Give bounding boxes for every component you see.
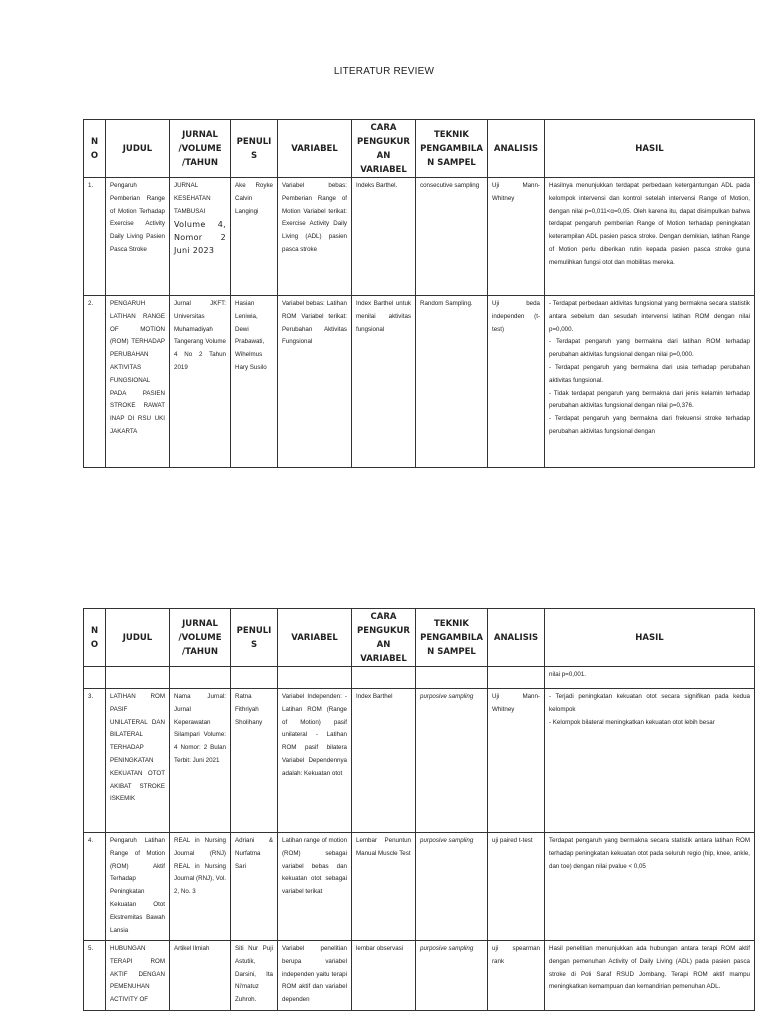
jurnal-name: JURNAL KESEHATAN TAMBUSAI: [174, 182, 211, 215]
table-row: [84, 178, 755, 296]
row-variabel: Variabel bebas: Pemberian Range of Motion Variabel terikat: Exercise Activity Daily Living (ADL) pasien pasca stroke: [278, 178, 352, 296]
row-judul: Pengaruh Pemberian Range of Motion Terhadap Exercise Activity Daily Living Pasien Pasca Stroke: [106, 178, 170, 296]
header-judul: JUDUL: [106, 609, 170, 667]
row-hasil: [545, 178, 755, 296]
row-hasil: [545, 689, 755, 833]
header-row: [84, 609, 755, 667]
row-judul: HUBUNGAN TERAPI ROM AKTIF DENGAN PEMENUHAN ACTIVITY OF: [106, 941, 170, 1011]
header-cara: CARA PENGUKUR AN VARIABEL: [352, 609, 416, 667]
row-judul: PENGARUH LATIHAN RANGE OF MOTION (ROM) TERHADAP PERUBAHAN AKTIVITAS FUNGSIONAL PADA PASIEN STROKE RAWAT INAP DI RSU UKI JAKARTA: [106, 296, 170, 468]
header-row: [84, 120, 755, 178]
row-jurnal: Nama Jurnal: Jurnal Keperawatan Silampari Volume: 4 Nomor: 2 Bulan Terbit: Juni 2021: [170, 689, 231, 833]
hasil-line: Terdapat pengaruh yang bermakna secara statistik antara latihan ROM terhadap peningkatan kekuatan otot pada seluruh regio (hip, knee, ankle, dan toe) dengan nilai pvalue < 0,05: [549, 837, 750, 870]
header-hasil: HASIL: [545, 120, 755, 178]
row-analisis: Uji Mann-Whitney: [488, 178, 545, 296]
hasil-line: - Terdapat pengaruh yang bermakna dari usia terhadap perubahan aktivitas fungsional.: [549, 363, 750, 384]
row-no: 3.: [84, 689, 106, 833]
header-variabel: VARIABEL: [278, 120, 352, 178]
row-cara: lembar observasi: [352, 941, 416, 1011]
hasil-line: Hasil penelitian menunjukkan ada hubungan antara terapi ROM aktif dengan pemenuhan Activity of Daily Living (ADL) pada pasien pasca stroke di Poli Saraf RSUD Jombang. Terapi ROM aktif mampu meningkatkan kemampuan dan kemandirian pemenuhan ADL.: [549, 945, 750, 991]
row-penulis: Adriani & Nurfatma Sari: [231, 833, 278, 941]
row-analisis: uji spearman rank: [488, 941, 545, 1011]
row-judul: Pengaruh Latihan Range of Motion (ROM) Aktif Terhadap Peningkatan Kekuatan Otot Ekstremitas Bawah Lansia: [106, 833, 170, 941]
table-row: [84, 296, 755, 468]
hasil-line: - Terjadi peningkatan kekuatan otot secara signifikan pada kedua kelompok: [549, 693, 750, 713]
jurnal-volume: Volume 4, Nomor 2 Juni 2023: [174, 220, 226, 256]
table-row: [84, 689, 755, 833]
continuation-row: [84, 667, 755, 689]
row-jurnal: Jurnal JKFT: Universitas Muhamadiyah Tangerang Volume 4 No 2 Tahun 2019: [170, 296, 231, 468]
row-penulis: Ratna Fithriyah Sholihany: [231, 689, 278, 833]
header-teknik: TEKNIK PENGAMBILA N SAMPEL: [416, 609, 488, 667]
header-penulis: PENULI S: [231, 120, 278, 178]
header-analisis: ANALISIS: [488, 609, 545, 667]
header-jurnal: JURNAL /VOLUME /TAHUN: [170, 120, 231, 178]
table-row: [84, 833, 755, 941]
continuation-text: nilai p=0,001.: [545, 667, 755, 689]
header-jurnal: JURNAL /VOLUME /TAHUN: [170, 609, 231, 667]
row-no: 1.: [84, 178, 106, 296]
row-penulis: Hasian Leniwia, Dewi Prabawati, Wihelmus Hary Susilo: [231, 296, 278, 468]
row-analisis: Uji beda independen (t-test): [488, 296, 545, 468]
row-no: 5.: [84, 941, 106, 1011]
row-jurnal: [170, 178, 231, 296]
row-jurnal: Artikel Ilmiah: [170, 941, 231, 1011]
row-variabel: Variabel Independen: - Latihan ROM (Range of Motion) pasif unilateral - Latihan ROM pasif bilatera Variabel Dependennya adalah: Kekuatan otot: [278, 689, 352, 833]
hasil-line: - Terdapat pengaruh yang bermakna dari frekuensi stroke terhadap perubahan aktivitas fungsional dengan: [549, 415, 750, 435]
header-analisis: ANALISIS: [488, 120, 545, 178]
row-cara: Index Barthel untuk menilai aktivitas fungsional: [352, 296, 416, 468]
table-row: [84, 941, 755, 1011]
header-variabel: VARIABEL: [278, 609, 352, 667]
row-jurnal: REAL in Nursing Journal (RNJ) REAL in Nursing Journal (RNJ), Vol. 2, No. 3: [170, 833, 231, 941]
header-no: N O: [84, 120, 106, 178]
row-teknik: purposive sampling: [416, 941, 488, 1011]
header-judul: JUDUL: [106, 120, 170, 178]
hasil-line: Hasilnya menunjukkan terdapat perbedaan ketergantungan ADL pada kelompok intervensi dan kontrol setelah intervensi Range of Motion, dengan nilai p=0,011<α=0,05. Oleh karena itu, dapat disimpulkan bahwa terdapat pengaruh pemberian Range of Motion terhadap peningkatan keterampilan ADL pasien pasca stroke. Dengan demikian, latihan Range of Motion perlu diberikan rutin kepada pasien pasca stroke guna memulihkan fungsi otot dan mobilitas mereka.: [549, 182, 750, 266]
row-cara: Indeks Barthel.: [352, 178, 416, 296]
row-no: 2.: [84, 296, 106, 468]
row-penulis: Ake Royke Calvin Langingi: [231, 178, 278, 296]
page-title: LITERATUR REVIEW: [333, 66, 435, 77]
row-judul: LATIHAN ROM PASIF UNILATERAL DAN BILATERAL TERHADAP PENINGKATAN KEKUATAN OTOT AKIBAT STROKE ISKEMIK: [106, 689, 170, 833]
row-variabel: Variabel penelitian berupa variabel independen yaitu terapi ROM aktif dan variabel dependen: [278, 941, 352, 1011]
row-cara: Index Barthel: [352, 689, 416, 833]
row-cara: Lembar Penuntun Manual Muscle Test: [352, 833, 416, 941]
hasil-line: - Terdapat perbedaan aktivitas fungsional yang bermakna secara statistik antara sebelum dan sesudah intervensi latihan ROM dengan nilai p=0,000.: [549, 300, 750, 333]
row-analisis: uji paired t-test: [488, 833, 545, 941]
header-penulis: PENULI S: [231, 609, 278, 667]
literature-table-1: [83, 119, 755, 468]
header-no: N O: [84, 609, 106, 667]
header-cara: CARA PENGUKUR AN VARIABEL: [352, 120, 416, 178]
row-hasil: [545, 296, 755, 468]
row-hasil: [545, 941, 755, 1011]
row-teknik: purposive sampling: [416, 833, 488, 941]
header-teknik: TEKNIK PENGAMBILA N SAMPEL: [416, 120, 488, 178]
row-hasil: [545, 833, 755, 941]
row-penulis: Siti Nur Puji Astutik, Darsini, Ita Ni'matuz Zuhroh.: [231, 941, 278, 1011]
row-teknik: Random Sampling.: [416, 296, 488, 468]
hasil-line: - Kelompok bilateral meningkatkan kekuatan otot lebih besar: [549, 718, 715, 726]
hasil-line: - Terdapat pengaruh yang bermakna dari latihan ROM terhadap perubahan aktivitas fungsional dengan nilai p=0,000.: [549, 338, 750, 359]
literature-table-2: [83, 608, 755, 1011]
row-analisis: Uji Mann-Whitney: [488, 689, 545, 833]
row-no: 4.: [84, 833, 106, 941]
hasil-line: - Tidak terdapat pengaruh yang bermakna dari jenis kelamin terhadap perubahan aktivitas fungsional dengan nilai p=0,376.: [549, 389, 750, 410]
row-variabel: Variabel bebas: Latihan ROM Variabel terikat: Perubahan Aktivitas Fungsional: [278, 296, 352, 468]
row-teknik: consecutive sampling: [416, 178, 488, 296]
row-teknik: purposive sampling: [416, 689, 488, 833]
row-variabel: Latihan range of motion (ROM) sebagai variabel bebas dan kekuatan otot sebagai variabel terikat: [278, 833, 352, 941]
header-hasil: HASIL: [545, 609, 755, 667]
